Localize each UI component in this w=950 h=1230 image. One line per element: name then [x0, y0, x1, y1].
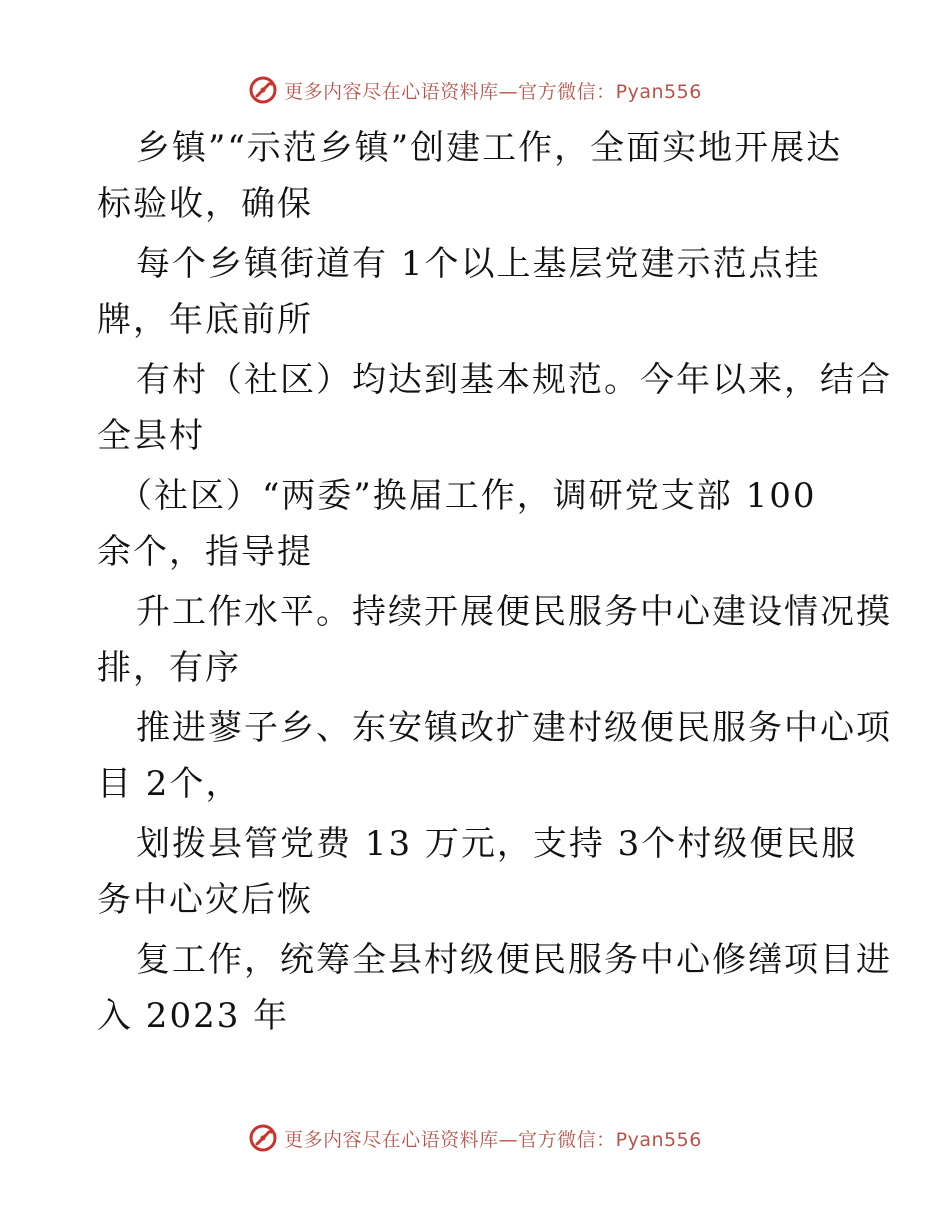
body-line: 乡镇”“示范乡镇”创建工作，全面实地开展达: [136, 128, 843, 168]
body-line: 余个，指导提: [97, 532, 313, 572]
body-line: 排，有序: [97, 648, 241, 688]
body-line: 入 2023 年: [97, 996, 290, 1036]
body-line: 牌，年底前所: [97, 300, 313, 340]
body-line: 目 2个，: [97, 764, 242, 804]
header-watermark: [0, 70, 950, 110]
footer-watermark: [0, 1118, 950, 1158]
body-line: 全县村: [97, 416, 205, 456]
watermark-text: 更多内容尽在心语资料库—官方微信：Pyan556: [284, 1128, 702, 1151]
body-line: 标验收，确保: [97, 184, 313, 224]
watermark-text: 更多内容尽在心语资料库—官方微信：Pyan556: [284, 80, 702, 103]
body-line: 复工作，统筹全县村级便民服务中心修缮项目进: [136, 940, 892, 980]
quill-logo-icon: [248, 75, 278, 105]
body-line: 有村（社区）均达到基本规范。今年以来，结合: [136, 360, 892, 400]
body-line: 每个乡镇街道有 1个以上基层党建示范点挂: [136, 244, 821, 284]
body-line: （社区）“两委”换届工作，调研党支部 100: [118, 476, 817, 516]
body-line: 务中心灾后恢: [97, 880, 313, 920]
quill-logo-icon: [248, 1123, 278, 1153]
body-line: 升工作水平。持续开展便民服务中心建设情况摸: [136, 592, 892, 632]
body-line: 推进蓼子乡、东安镇改扩建村级便民服务中心项: [136, 708, 892, 748]
body-line: 划拨县管党费 13 万元，支持 3个村级便民服: [136, 824, 858, 864]
